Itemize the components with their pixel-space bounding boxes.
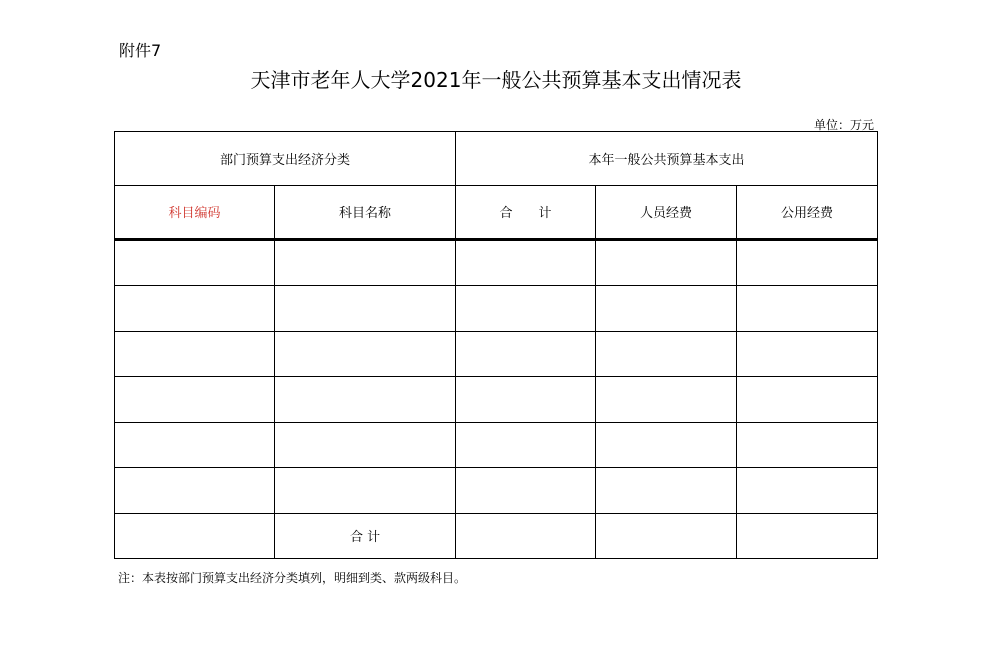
table-cell [737,331,878,376]
column-header-total: 合 计 [456,185,596,240]
table-cell [275,286,456,331]
group-header-basic-expenditure: 本年一般公共预算基本支出 [456,132,878,186]
table-cell [596,468,737,513]
unit-label: 单位：万元 [813,118,874,132]
table-cell [115,422,275,467]
budget-table [114,131,878,559]
table-cell [596,331,737,376]
table-cell [456,377,596,422]
group-header-economic-classification: 部门预算支出经济分类 [115,132,456,186]
column-header-subject-code: 科目编码 [115,185,275,240]
table-cell [596,377,737,422]
table-cell [737,240,878,286]
total-sum-cell [456,513,596,558]
table-cell [115,240,275,286]
table-row [115,286,878,331]
total-public-cell [737,513,878,558]
table-cell [596,422,737,467]
table-cell [115,377,275,422]
table-cell [456,422,596,467]
table-row [115,468,878,513]
table-cell [596,240,737,286]
page-title: 天津市老年人大学2021年一般公共预算基本支出情况表 [250,68,742,92]
table-cell [275,468,456,513]
table-cell [737,377,878,422]
column-header-public-expense: 公用经费 [737,185,878,240]
table-cell [456,286,596,331]
table-cell [115,468,275,513]
table-cell [737,468,878,513]
total-label: 合 计 [275,513,456,558]
total-code-cell [115,513,275,558]
table-cell [456,468,596,513]
table-cell [275,422,456,467]
attachment-label: 附件7 [119,41,162,60]
table-cell [456,240,596,286]
total-row [115,513,878,558]
table-cell [115,331,275,376]
table-cell [275,377,456,422]
table-row [115,331,878,376]
table-cell [115,286,275,331]
table-cell [737,422,878,467]
column-header-subject-name: 科目名称 [275,185,456,240]
table-cell [737,286,878,331]
table-row [115,240,878,286]
column-header-personnel-expense: 人员经费 [596,185,737,240]
table-row [115,377,878,422]
table-row [115,422,878,467]
table-cell [596,286,737,331]
table-cell [456,331,596,376]
table-cell [275,331,456,376]
table-cell [275,240,456,286]
footnote: 注：本表按部门预算支出经济分类填列，明细到类、款两级科目。 [118,571,467,585]
total-personnel-cell [596,513,737,558]
